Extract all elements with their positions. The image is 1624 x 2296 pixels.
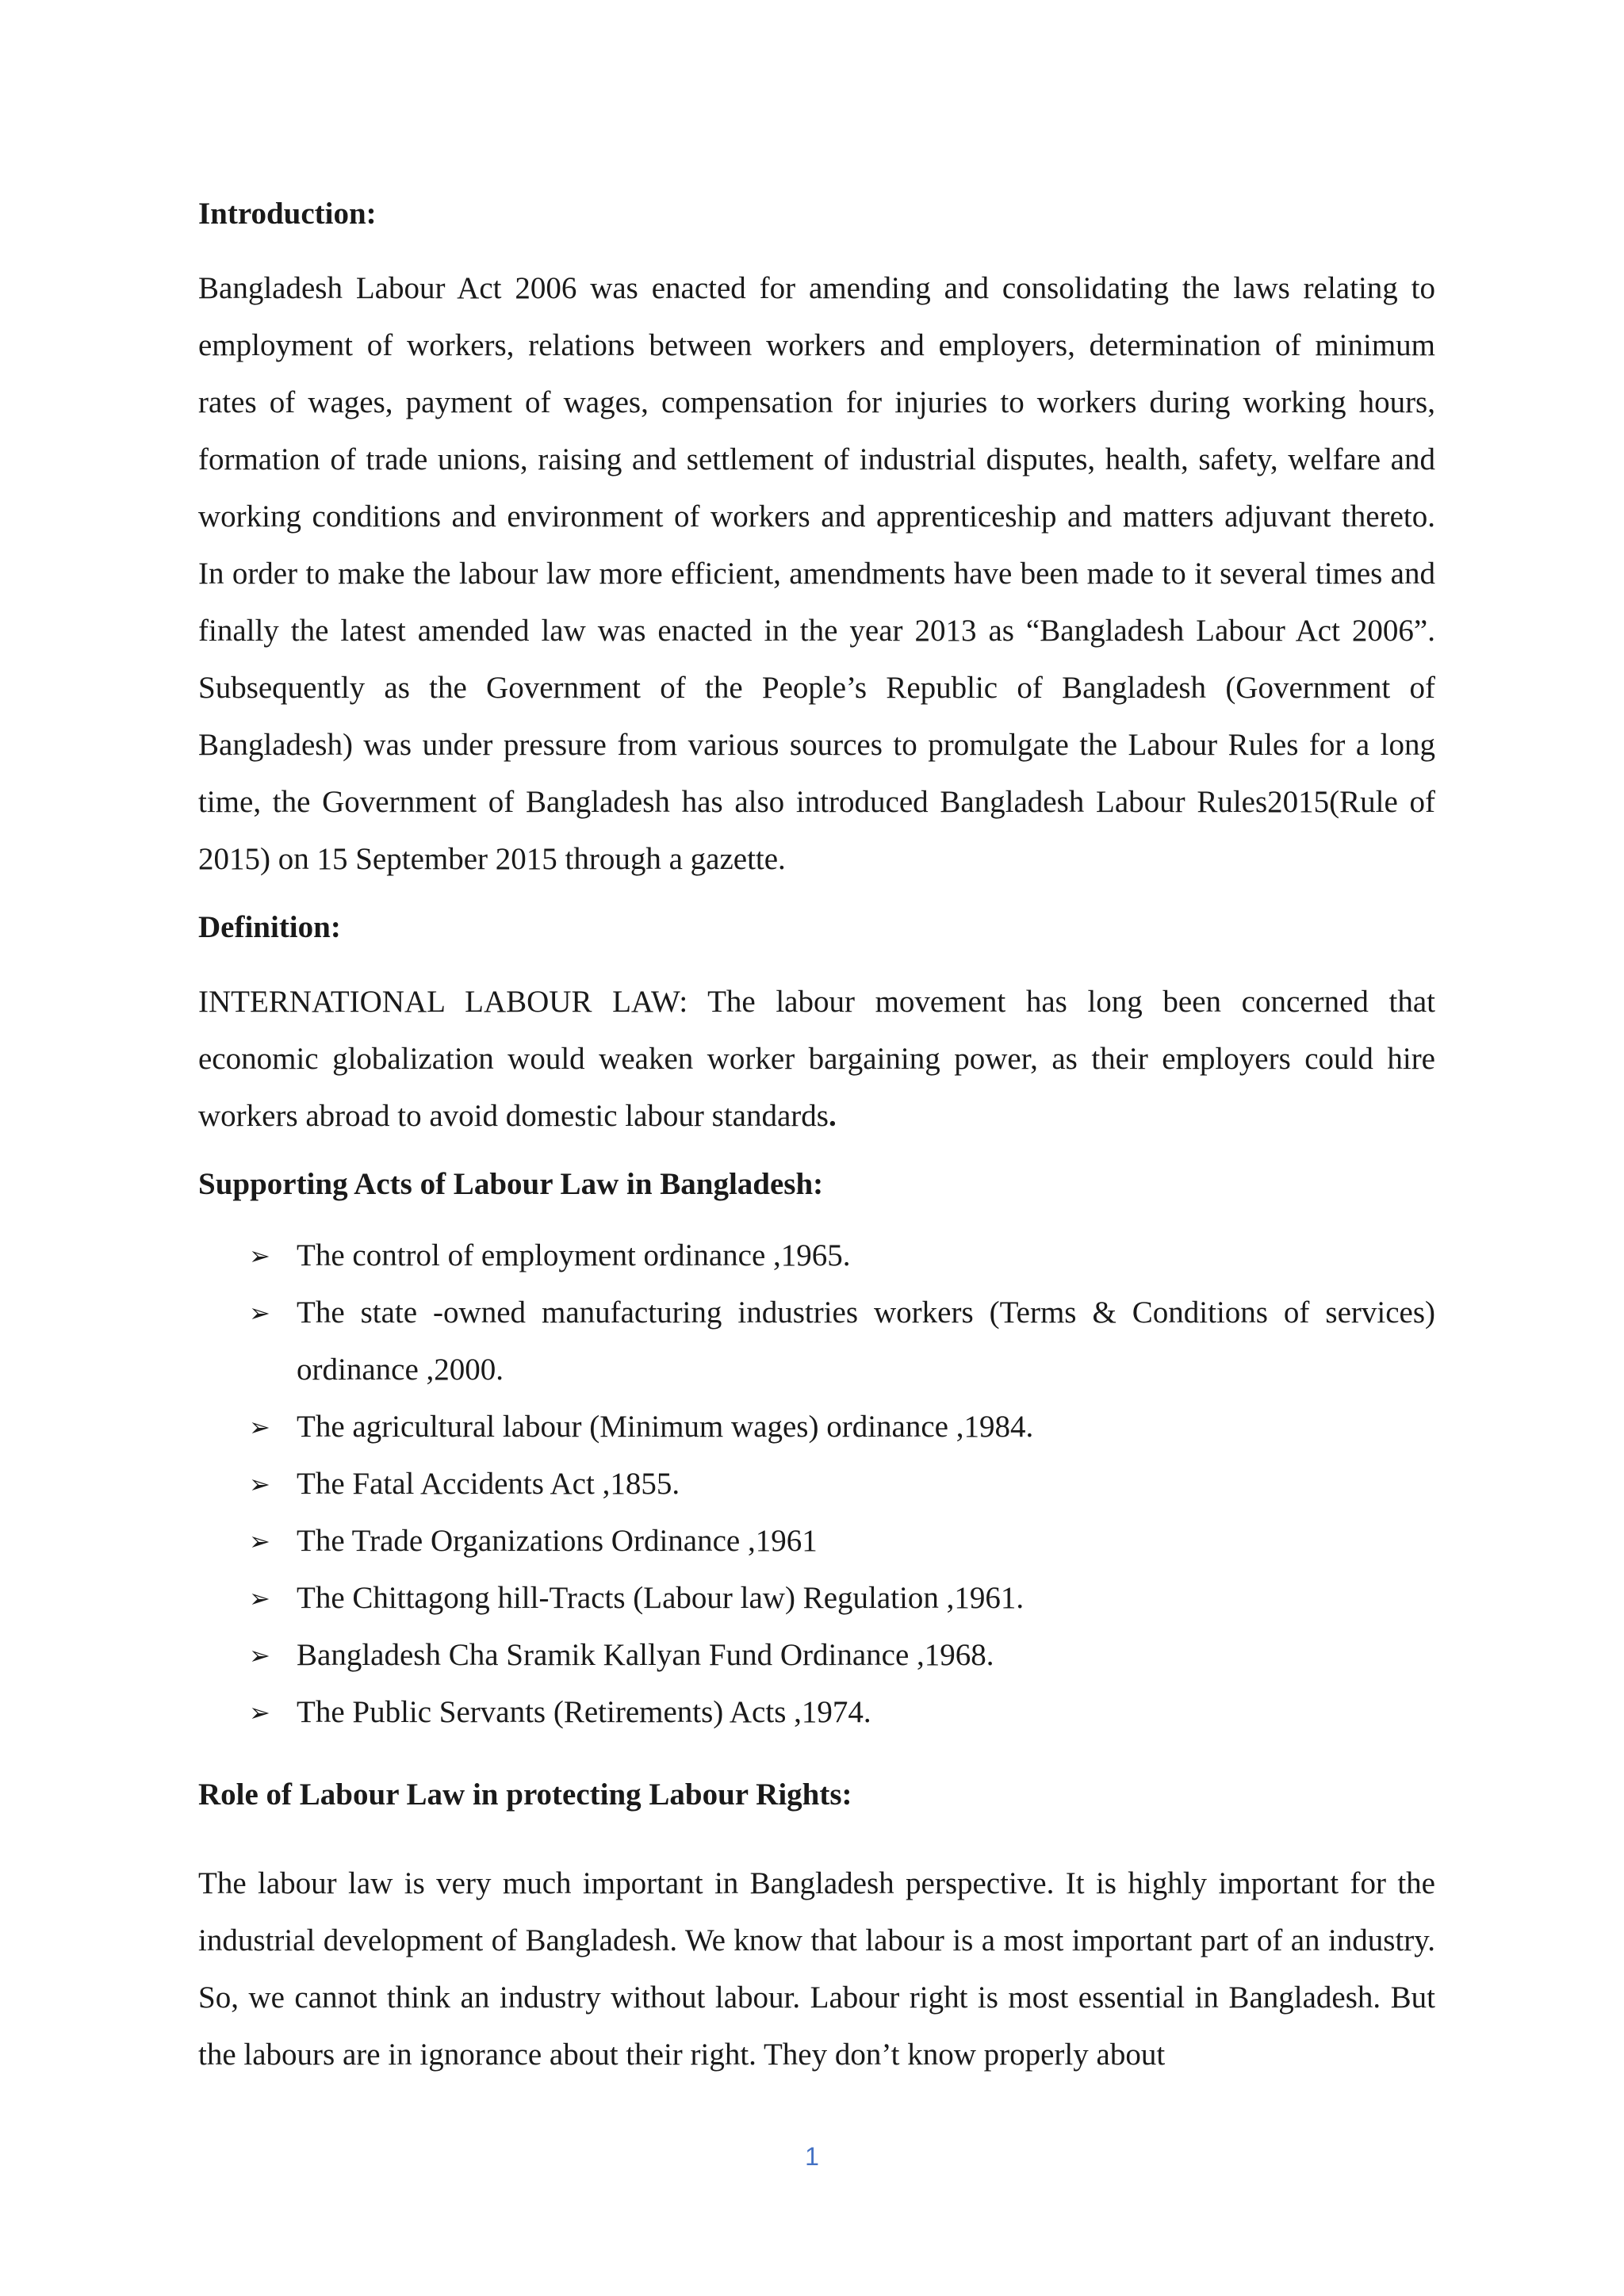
- arrow-bullet-icon: ➢: [249, 1583, 270, 1613]
- arrow-bullet-icon: ➢: [249, 1241, 270, 1271]
- list-item-text: The control of employment ordinance ,1965.: [297, 1238, 851, 1272]
- list-item-text: The agricultural labour (Minimum wages) ordinance ,1984.: [297, 1410, 1034, 1444]
- document-page: [198, 195, 1435, 2084]
- role-paragraph: The labour law is very much important in Bangladesh perspective. It is highly important for the industrial development of Bangladesh. We know that labour is a most important part of an industry. So, we cannot think an industry without labour. Labour right is most essential in Bangladesh. But the labours are in ignorance about their right. They don’t know properly about: [198, 1866, 1435, 2072]
- list-item: [198, 1684, 1435, 1741]
- list-item-text: The Trade Organizations Ordinance ,1961: [297, 1524, 818, 1558]
- list-item: [198, 1399, 1435, 1456]
- definition-heading: Definition:: [198, 910, 341, 944]
- list-item: [198, 1456, 1435, 1513]
- page-number: 1: [805, 2142, 819, 2171]
- list-item-text: The Public Servants (Retirements) Acts ,1974.: [297, 1695, 871, 1729]
- supporting-acts-heading: Supporting Acts of Labour Law in Bangladesh:: [198, 1167, 824, 1201]
- list-item-text: The Fatal Accidents Act ,1855.: [297, 1467, 680, 1501]
- role-heading: Role of Labour Law in protecting Labour Rights:: [198, 1777, 852, 1812]
- list-item: [198, 1570, 1435, 1627]
- list-item-text: The state -owned manufacturing industries workers (Terms & Conditions of services) ordinance ,2000.: [297, 1295, 1435, 1387]
- definition-end-mark: .: [828, 1099, 837, 1133]
- arrow-bullet-icon: ➢: [249, 1412, 270, 1442]
- definition-text: INTERNATIONAL LABOUR LAW: The labour movement has long been concerned that economic globalization would weaken worker bargaining power, as their employers could hire workers abroad to avoid domestic labour standards: [198, 985, 1435, 1133]
- list-item: [198, 1284, 1435, 1399]
- list-item-text: The Chittagong hill-Tracts (Labour law) Regulation ,1961.: [297, 1581, 1025, 1615]
- supporting-acts-list: [198, 1227, 1435, 1741]
- introduction-paragraph: Bangladesh Labour Act 2006 was enacted for amending and consolidating the laws relating to employment of workers, relations between workers and employers, determination of minimum rates of wages, payment of wages, compensation for injuries to workers during working hours, formation of trade unions, raising and settlement of industrial disputes, health, safety, welfare and working conditions and environment of workers and apprenticeship and matters adjuvant thereto. In order to make the labour law more efficient, amendments have been made to it several times and finally the latest amended law was enacted in the year 2013 as “Bangladesh Labour Act 2006”. Subsequently as the Government of the People’s Republic of Bangladesh (Government of Bangladesh) was under pressure from various sources to promulgate the Labour Rules for a long time, the Government of Bangladesh has also introduced Bangladesh Labour Rules2015(Rule of 2015) on 15 September 2015 through a gazette.: [198, 271, 1435, 876]
- introduction-heading: Introduction:: [198, 197, 377, 231]
- list-item: [198, 1227, 1435, 1284]
- arrow-bullet-icon: ➢: [249, 1697, 270, 1728]
- list-item-text: Bangladesh Cha Sramik Kallyan Fund Ordinance ,1968.: [297, 1638, 994, 1672]
- arrow-bullet-icon: ➢: [249, 1298, 270, 1328]
- list-item: [198, 1513, 1435, 1570]
- arrow-bullet-icon: ➢: [249, 1640, 270, 1670]
- list-item: [198, 1627, 1435, 1684]
- arrow-bullet-icon: ➢: [249, 1469, 270, 1499]
- definition-paragraph: [198, 974, 1435, 1145]
- arrow-bullet-icon: ➢: [249, 1526, 270, 1556]
